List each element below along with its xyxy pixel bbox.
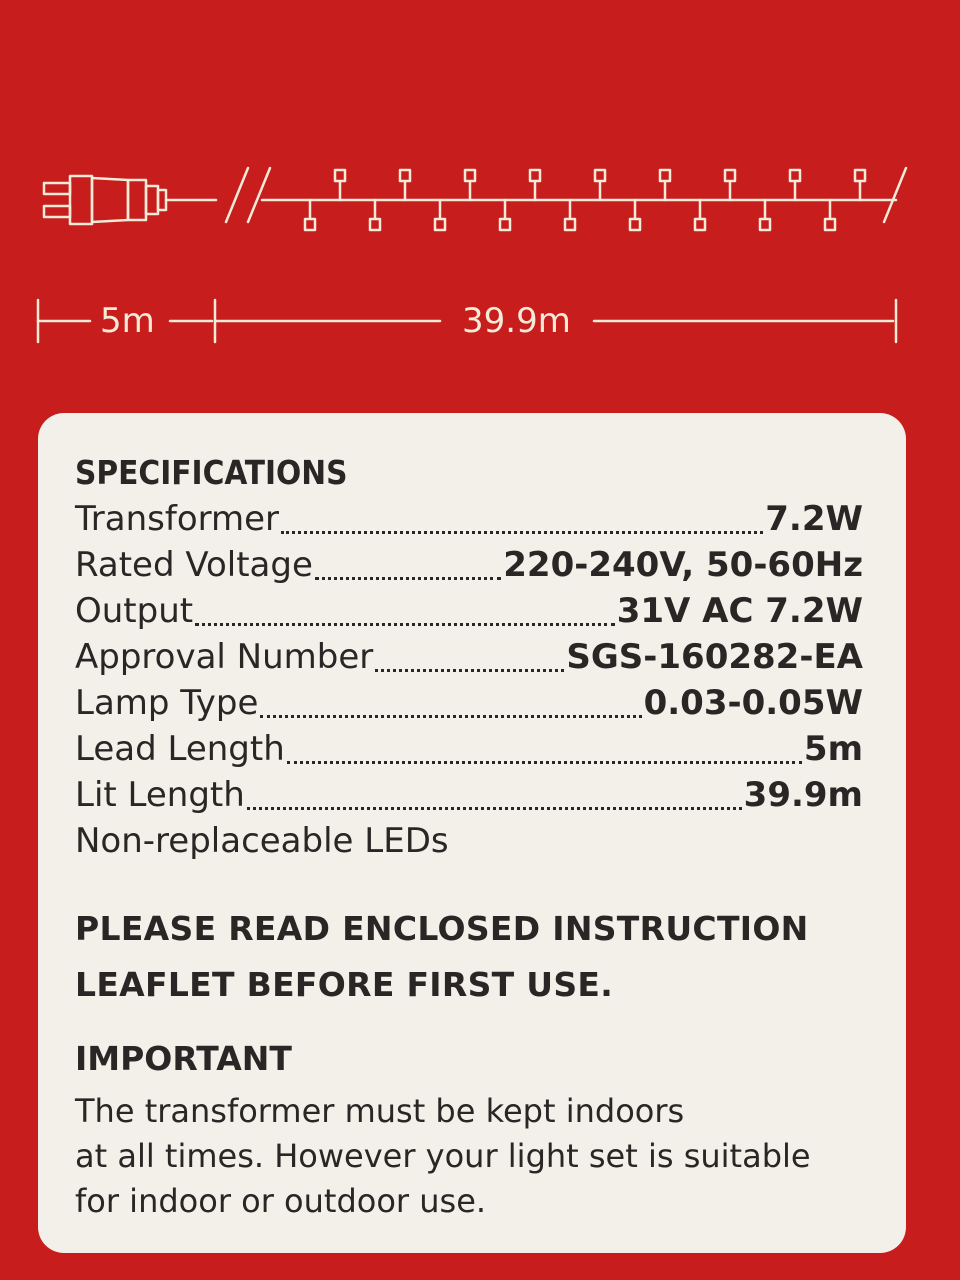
bulb-icon bbox=[760, 200, 770, 230]
bulb-icon bbox=[500, 200, 510, 230]
lead-length-label: 5m bbox=[100, 301, 155, 341]
dot-leader bbox=[281, 531, 763, 534]
break-mark bbox=[226, 168, 248, 222]
spec-label: Lit Length bbox=[75, 775, 245, 815]
spec-row-lamp-type bbox=[75, 683, 863, 729]
bulb-icon bbox=[305, 200, 315, 230]
break-mark bbox=[248, 168, 270, 222]
bulb-icon bbox=[335, 170, 345, 200]
spec-note: Non-replaceable LEDs bbox=[75, 821, 449, 861]
spec-value: 7.2W bbox=[765, 499, 863, 539]
warning-line: PLEASE READ ENCLOSED INSTRUCTION bbox=[75, 909, 809, 948]
spec-label: Approval Number bbox=[75, 637, 374, 677]
important-line: The transformer must be kept indoors bbox=[75, 1092, 685, 1130]
specification-list bbox=[75, 499, 863, 867]
bulb-icon bbox=[565, 200, 575, 230]
bulb-icon bbox=[630, 200, 640, 230]
spec-value: 220-240V, 50-60Hz bbox=[503, 545, 863, 585]
spec-row-rated-voltage bbox=[75, 545, 863, 591]
spec-value: 0.03-0.05W bbox=[643, 683, 863, 723]
bulb-icon bbox=[595, 170, 605, 200]
spec-label: Rated Voltage bbox=[75, 545, 313, 585]
bulb-icon bbox=[465, 170, 475, 200]
dot-leader bbox=[287, 761, 802, 764]
specifications-title: SPECIFICATIONS bbox=[75, 453, 348, 492]
spec-value: 31V AC 7.2W bbox=[616, 591, 863, 631]
bulb-icon bbox=[790, 170, 800, 200]
dot-leader bbox=[247, 807, 742, 810]
dot-leader bbox=[315, 577, 501, 580]
spec-value: 5m bbox=[803, 729, 863, 769]
important-line: for indoor or outdoor use. bbox=[75, 1182, 487, 1220]
bulb-icon bbox=[855, 170, 865, 200]
spec-row-approval-number bbox=[75, 637, 863, 683]
spec-row-lead-length bbox=[75, 729, 863, 775]
dot-leader bbox=[260, 715, 641, 718]
spec-value: SGS-160282-EA bbox=[566, 637, 863, 677]
bulb-icon bbox=[530, 170, 540, 200]
warning-line: LEAFLET BEFORE FIRST USE. bbox=[75, 965, 614, 1004]
dot-leader bbox=[375, 669, 564, 672]
lit-length-label: 39.9m bbox=[462, 301, 571, 341]
important-text bbox=[75, 1089, 875, 1224]
plug-icon bbox=[44, 176, 166, 224]
bulb-icon bbox=[695, 200, 705, 230]
instruction-warning bbox=[75, 901, 875, 1013]
spec-label: Transformer bbox=[75, 499, 280, 539]
bulb-icon bbox=[660, 170, 670, 200]
spec-label: Output bbox=[75, 591, 194, 631]
dot-leader bbox=[195, 623, 615, 626]
spec-row-transformer bbox=[75, 499, 863, 545]
spec-row-lit-length bbox=[75, 775, 863, 821]
bulb-icon bbox=[400, 170, 410, 200]
spec-row-output bbox=[75, 591, 863, 637]
bulb-icon bbox=[435, 200, 445, 230]
important-line: at all times. However your light set is suitable bbox=[75, 1137, 811, 1175]
spec-value: 39.9m bbox=[743, 775, 863, 815]
spec-label: Lamp Type bbox=[75, 683, 259, 723]
bulb-icon bbox=[725, 170, 735, 200]
spec-label: Lead Length bbox=[75, 729, 285, 769]
bulb-icon bbox=[825, 200, 835, 230]
important-title: IMPORTANT bbox=[75, 1039, 292, 1078]
specifications-panel bbox=[38, 413, 906, 1253]
bulb-icon bbox=[370, 200, 380, 230]
lit-string bbox=[262, 168, 906, 222]
